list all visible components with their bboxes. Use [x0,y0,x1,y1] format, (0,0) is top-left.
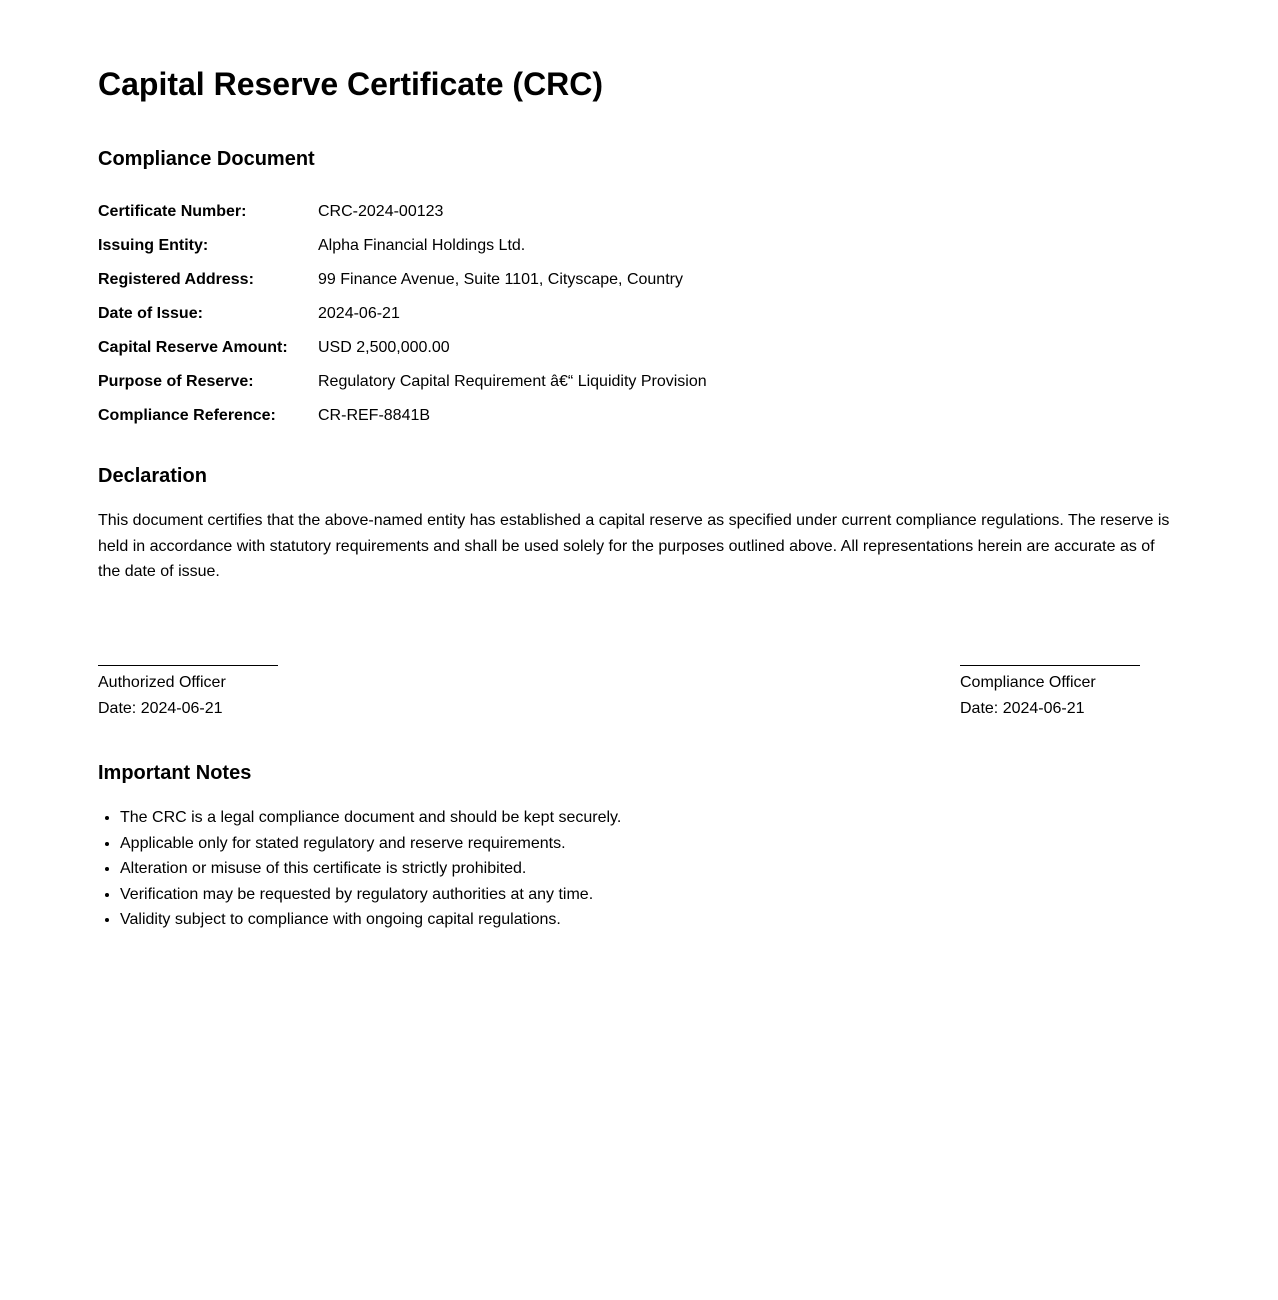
field-row-capital-reserve-amount [98,331,998,365]
section-heading-declaration: Declaration [98,465,207,487]
field-label: Purpose of Reserve: [98,373,254,390]
section-heading-notes: Important Notes [98,762,252,784]
certificate-details [98,195,998,433]
list-item: • Validity subject to compliance with ongoing capital regulations. [120,907,1178,933]
field-row-purpose-of-reserve [98,365,998,399]
field-value: CR-REF-8841B [318,407,431,424]
field-label: Certificate Number: [98,203,247,220]
field-label: Compliance Reference: [98,407,276,424]
signature-date: Date: 2024-06-21 [960,699,1085,717]
field-value: 99 Finance Avenue, Suite 1101, Cityscape, Country [318,271,683,288]
field-label: Issuing Entity: [98,237,209,254]
field-label: Registered Address: [98,271,254,288]
field-row-compliance-reference [98,399,998,433]
signature-date: Date: 2024-06-21 [98,699,223,717]
field-value: CRC-2024-00123 [318,203,444,220]
list-item: • Applicable only for stated regulatory and reserve requirements. [120,831,1178,857]
declaration-paragraph: This document certifies that the above-named entity has established a capital reserve as specified under current compliance regulations. The reserve is held in accordance with statutory requirements and shall be used solely for the purposes outlined above. All representations herein are accurate as of the date of issue. [98,512,1170,581]
field-row-issuing-entity [98,229,998,263]
signature-title: Compliance Officer [960,674,1096,691]
list-item: • The CRC is a legal compliance document and should be kept securely. [120,805,1178,831]
field-label: Date of Issue: [98,305,203,322]
signature-block-compliance-officer [960,652,1160,721]
signature-line [960,665,1140,666]
field-value: Alpha Financial Holdings Ltd. [318,237,526,254]
section-heading-compliance: Compliance Document [98,148,315,170]
signature-block-authorized-officer [98,652,298,721]
page-title: Capital Reserve Certificate (CRC) [98,66,604,102]
field-row-date-of-issue [98,297,998,331]
field-value: 2024-06-21 [318,305,400,322]
list-item: • Verification may be requested by regulatory authorities at any time. [120,882,1178,908]
field-row-certificate-number [98,195,998,229]
list-item: • Alteration or misuse of this certificate is strictly prohibited. [120,856,1178,882]
signature-line [98,665,278,666]
notes-list [98,805,1178,933]
field-row-registered-address [98,263,998,297]
field-label: Capital Reserve Amount: [98,339,288,356]
signature-title: Authorized Officer [98,674,226,691]
field-value: Regulatory Capital Requirement â€“ Liquidity Provision [318,373,707,390]
field-value: USD 2,500,000.00 [318,339,450,356]
